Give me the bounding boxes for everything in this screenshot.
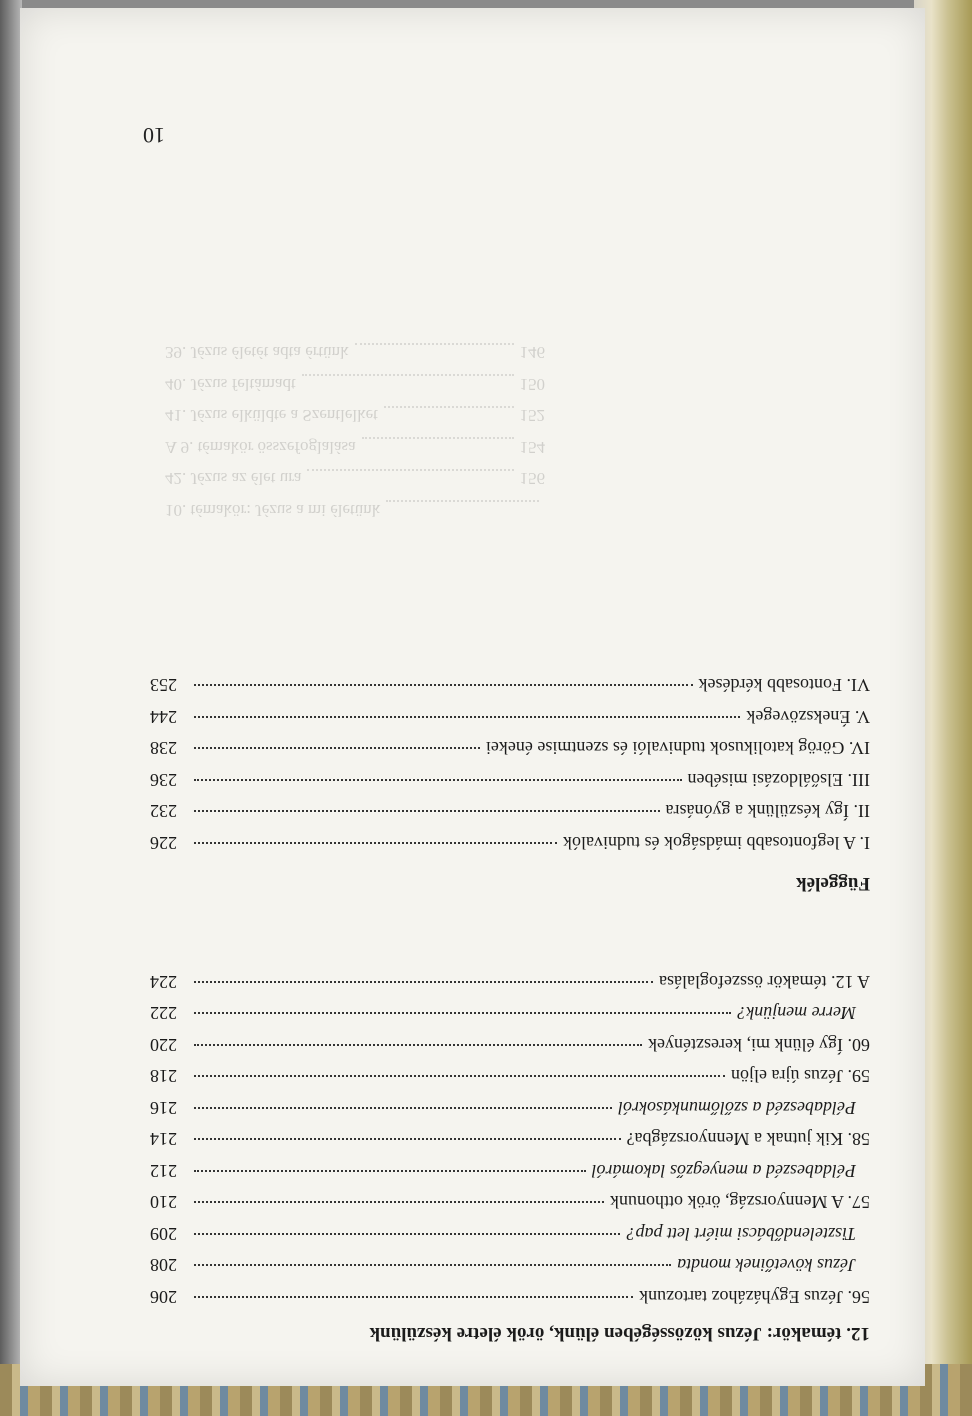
book-page: [20, 8, 925, 1386]
toc-entry-page: 210: [150, 1192, 177, 1213]
dot-leader: [355, 343, 514, 375]
bleed-through-title: 39. Jézus életét adta értünk: [165, 343, 349, 363]
appendix: [150, 669, 870, 896]
dot-leader: [194, 1202, 604, 1204]
appendix-title: Függelék: [796, 873, 870, 894]
dot-leader: [194, 1265, 671, 1267]
dot-leader: [194, 1076, 725, 1078]
toc-entry-page: 232: [150, 801, 177, 822]
bleed-through-title: A 9. témakör összefoglalása: [165, 438, 356, 457]
toc-entry-page: 208: [150, 1255, 177, 1276]
toc-entry: [150, 732, 870, 764]
bleed-through-title: 42. Jézus az élet ura: [165, 469, 302, 489]
toc-entry: [150, 1029, 870, 1061]
toc-entry: [150, 764, 870, 796]
toc-entry-title: Példabeszéd a szőlőmunkásokról: [618, 1098, 856, 1118]
bleed-through-page: 146: [519, 343, 545, 363]
dot-leader: [194, 779, 682, 781]
toc-entry: [150, 1060, 870, 1092]
dot-leader: [307, 469, 513, 501]
toc-entry-page: 253: [150, 675, 177, 696]
section-12: [150, 966, 870, 1347]
toc-entry: [150, 669, 870, 701]
dot-leader: [194, 981, 653, 983]
dot-leader: [194, 748, 480, 750]
toc-entry-page: 206: [150, 1287, 177, 1307]
toc-entry: [150, 827, 870, 859]
toc-entry-title: A 12. témakör összefoglalása: [659, 972, 870, 992]
toc-entry-title: IV. Görög katolikusok tudnivalói és szentmise énekei: [485, 738, 870, 759]
toc-entry-title: V. Énekszövegek: [746, 707, 870, 727]
dot-leader: [194, 811, 660, 813]
toc-entry-title: Tisztelendőbácsi miért lett pap?: [626, 1224, 856, 1244]
toc-entry-title: VI. Fontosabb kérdések: [698, 675, 870, 696]
dot-leader: [302, 375, 514, 407]
toc-entry: [150, 1186, 870, 1218]
toc-entry-title: 57. A Mennyország, örök otthonunk: [610, 1192, 870, 1213]
dot-leader: [194, 1233, 621, 1235]
toc-entry: [150, 1123, 870, 1155]
toc-entry: [150, 1281, 870, 1313]
bleed-through-line: [165, 337, 545, 369]
toc-entry-page: 222: [150, 1003, 177, 1024]
toc-entry: [150, 1249, 870, 1281]
toc-entry: [150, 966, 870, 998]
toc-entry-page: 244: [150, 707, 177, 727]
toc-entry: [150, 701, 870, 733]
dot-leader: [194, 1170, 586, 1172]
toc-entry-title: 59. Jézus újra eljön: [731, 1066, 870, 1087]
toc-entry-page: 224: [150, 972, 177, 992]
dot-leader: [194, 716, 740, 718]
bleed-through-page: 154: [519, 438, 545, 457]
toc-entry: [150, 795, 870, 827]
dot-leader: [362, 438, 514, 470]
toc-entry-page: 214: [150, 1129, 177, 1150]
toc-entry-title: 58. Kik jutnak a Mennyországba?: [626, 1129, 870, 1150]
bleed-through-page: 152: [519, 406, 545, 426]
toc-entry: [150, 1092, 870, 1124]
dot-leader: [384, 406, 514, 438]
bleed-through-title: 10. témakör: Jézus a mi életünk: [165, 501, 381, 520]
bleed-through-page: 150: [519, 375, 545, 394]
toc-entry: [150, 997, 870, 1029]
page-content-rotated: [20, 8, 925, 1386]
dot-leader: [194, 1139, 621, 1141]
toc-entry-page: 236: [150, 770, 177, 790]
toc-entry-page: 218: [150, 1066, 177, 1087]
toc-entry-title: Jézus követőinek mondta: [677, 1255, 856, 1276]
toc-entry-page: 238: [150, 738, 177, 759]
scan-edge-left: [0, 0, 22, 1416]
section-12-title: 12. témakör: Jézus közösségében élünk, örök életre készülünk: [369, 1323, 870, 1344]
toc-entry-title: Példabeszéd a menyegzős lakomáról: [591, 1161, 856, 1181]
toc-entry-title: 60. Így élünk mi, keresztények: [648, 1035, 870, 1055]
toc-entry-page: 226: [150, 833, 177, 853]
toc-entry-title: III. Elsőáldozási misében: [687, 770, 870, 790]
bleed-through-page: 156: [519, 469, 545, 489]
toc-entry-page: 220: [150, 1035, 177, 1055]
bleed-through-title: 41. Jézus elküldte a Szentlelket: [165, 406, 378, 426]
dot-leader: [194, 1044, 642, 1046]
toc-entry-title: I. A legfontosabb imádságok és tudnivalók: [563, 833, 870, 853]
toc-entry: [150, 1218, 870, 1250]
toc-entry: [150, 1155, 870, 1187]
dot-leader: [194, 1296, 633, 1298]
dot-leader: [386, 501, 539, 533]
bleed-through-title: 40. Jézus feltámadt: [165, 375, 296, 394]
bleed-through-text: [165, 337, 545, 526]
dot-leader: [194, 1107, 612, 1109]
dot-leader: [194, 685, 693, 687]
dot-leader: [194, 1013, 731, 1015]
toc-entry-page: 209: [150, 1224, 177, 1244]
toc-entry-title: II. Így készülünk a gyónásra: [665, 801, 870, 822]
toc-entry-page: 212: [150, 1161, 177, 1181]
page-number: 10: [143, 123, 165, 148]
toc-entry-page: 216: [150, 1098, 177, 1118]
toc-entry-title: Merre menjünk?: [737, 1003, 856, 1024]
dot-leader: [194, 842, 557, 844]
toc-entry-title: 56. Jézus Egyházához tartozunk: [639, 1287, 870, 1307]
